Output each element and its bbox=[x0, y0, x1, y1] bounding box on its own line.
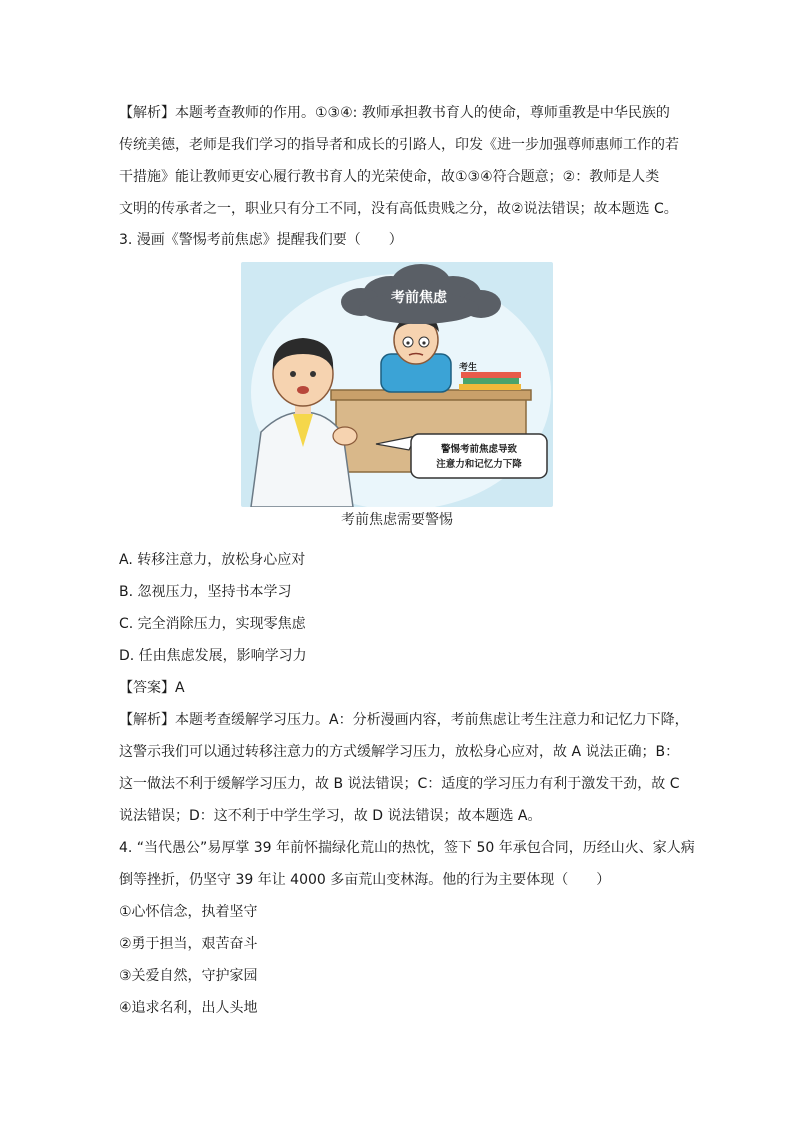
q4-item-1: ①心怀信念，执着坚守 bbox=[119, 904, 258, 920]
q3-analysis-line-1: 【解析】本题考查缓解学习压力。A：分析漫画内容，考前焦虑让考生注意力和记忆力下降， bbox=[119, 712, 689, 728]
figure-caption: 考前焦虑需要警惕 bbox=[341, 512, 453, 528]
option-b: B. 忽视压力，坚持书本学习 bbox=[119, 584, 292, 600]
speech-line-1: 警惕考前焦虑导致 bbox=[440, 444, 518, 455]
q4-stem-line-1: 4. “当代愚公”易厚掌 39 年前怀揣绿化荒山的热忱，签下 50 年承包合同，历经山火、家人病 bbox=[119, 840, 695, 856]
q4-item-4: ④追求名利，出人头地 bbox=[119, 1000, 258, 1016]
student-label: 考生 bbox=[459, 363, 478, 373]
option-d: D. 任由焦虑发展，影响学习力 bbox=[119, 648, 307, 664]
q2-analysis-line-1: 【解析】本题考查教师的作用。①③④: 教师承担教书育人的使命，尊师重教是中华民族的 bbox=[119, 105, 670, 121]
q3-analysis-line-2: 这警示我们可以通过转移注意力的方式缓解学习压力，放松身心应对，故 A 说法正确；B： bbox=[119, 744, 680, 760]
q4-item-2: ②勇于担当，艰苦奋斗 bbox=[119, 936, 258, 952]
q2-analysis-line-2: 传统美德，老师是我们学习的指导者和成长的引路人，印发《进一步加强尊师惠师工作的若 bbox=[119, 137, 679, 153]
q3-answer: 【答案】A bbox=[119, 680, 185, 696]
q4-item-3: ③关爱自然，守护家园 bbox=[119, 968, 258, 984]
q2-analysis-line-3: 干措施》能让教师更安心履行教书育人的光荣使命，故①③④符合题意；②：教师是人类 bbox=[119, 169, 660, 185]
q2-analysis-line-4: 文明的传承者之一，职业只有分工不同，没有高低贵贱之分，故②说法错误；故本题选 C。 bbox=[119, 201, 678, 217]
q3-analysis-line-3: 这一做法不利于缓解学习压力，故 B 说法错误；C：适度的学习压力有利于激发干劲，故 C bbox=[119, 776, 680, 792]
speech-line-2: 注意力和记忆力下降 bbox=[436, 459, 522, 470]
cartoon-figure bbox=[241, 262, 553, 507]
q3-stem: 3. 漫画《警惕考前焦虑》提醒我们要（ ） bbox=[119, 232, 403, 248]
option-c: C. 完全消除压力，实现零焦虑 bbox=[119, 616, 306, 632]
cartoon-illustration bbox=[241, 262, 553, 507]
q3-analysis-line-4: 说法错误；D：这不利于中学生学习，故 D 说法错误；故本题选 A。 bbox=[119, 808, 542, 824]
cloud-label: 考前焦虑 bbox=[391, 290, 447, 306]
option-a: A. 转移注意力，放松身心应对 bbox=[119, 552, 306, 568]
q4-stem-line-2: 倒等挫折，仍坚守 39 年让 4000 多亩荒山变林海。他的行为主要体现（ ） bbox=[119, 872, 611, 888]
